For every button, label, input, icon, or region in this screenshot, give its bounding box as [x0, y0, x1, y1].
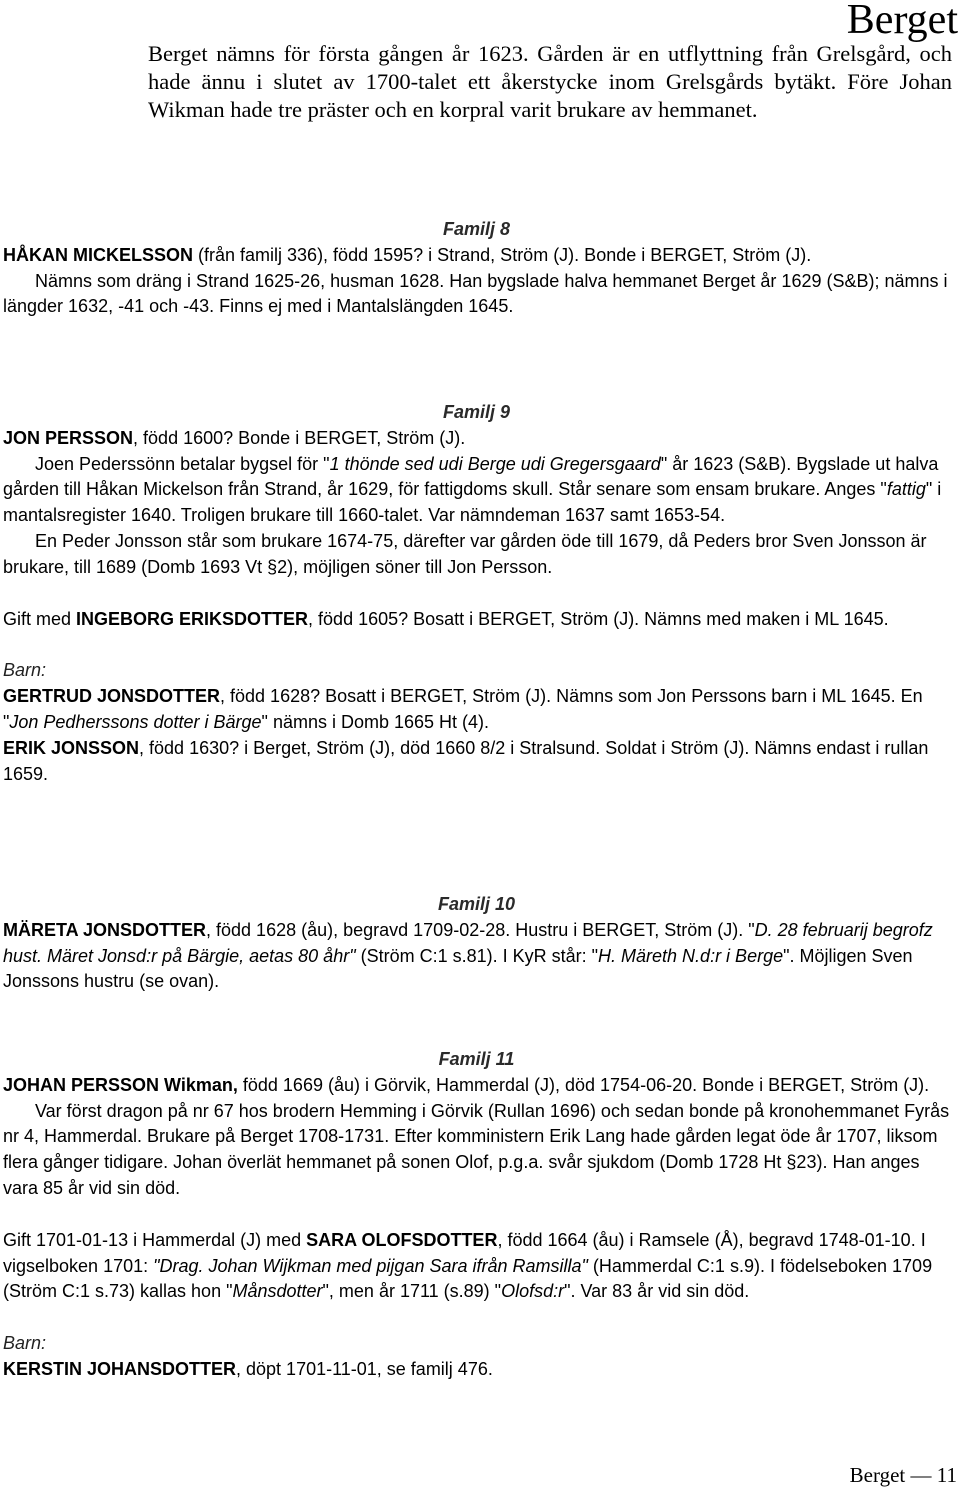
text-run: ". Var 83 år vid sin död. — [564, 1281, 750, 1302]
person-info: (från familj 336), född 1595? i Strand, Ström (J). Bonde i BERGET, Ström (J). — [193, 244, 812, 265]
quote-italic: fattig — [886, 479, 926, 500]
text-run: , född 1628? Bosatt i BERGET, Ström (J). Nämns som Jon Perssons barn i ML 1645. En " — [3, 686, 923, 732]
family-9-paragraph-2: En Peder Jonsson står som brukare 1674-75, därefter var gården öde till 1679, då Peders bror Sven Jonsson är brukare, till 1689 (Domb 1693 Vt §2), möjligen söner till Jon Persson. — [3, 530, 927, 577]
family-11-paragraph: Var först dragon på nr 67 hos brodern Hemming i Görvik (Rullan 1696) och sedan bonde på kronohemmanet Fyrås nr 4, Hammerdal. Brukare på Berget 1708-1731. Efter komministern Erik Lang hade gården legat öde år 1707, liksom flera gånger tidigare. Johan överlät hemmanet på sonen Olof, p.g.a. svår sjukdom (Domb 1728 Ht §23). Han anges vara 85 år vid sin död. — [3, 1100, 950, 1198]
family-9-head-person — [3, 426, 950, 452]
family-11-head-person — [3, 1073, 950, 1099]
text-run: " nämns i Domb 1665 Ht (4). — [261, 711, 490, 732]
text-run: , född 1628 (åu), begravd 1709-02-28. Hustru i BERGET, Ström (J). " — [206, 919, 755, 940]
family-8-heading: Familj 8 — [442, 219, 511, 239]
family-8-section — [3, 217, 950, 320]
child-name: KERSTIN JOHANSDOTTER — [3, 1358, 237, 1379]
text-run: " år 1623 (S&B). Bygslade ut halva gården till Håkan Mickelson från Strand, år 1629, för fattigdoms skull. Står senare som ensam brukare. Anges " — [3, 453, 939, 500]
text-run: Gift 1701-01-13 i Hammerdal (J) med — [3, 1229, 307, 1250]
text-run: , född 1630? i Berget, Ström (J), död 1660 8/2 i Stralsund. Soldat i Ström (J). Nämns endast i rullan 1659. — [3, 737, 929, 784]
family-11-heading: Familj 11 — [438, 1049, 515, 1069]
text-run: " i mantalsregister 1640. Troligen brukare till 1660-talet. Var nämndeman 1637 samt 1653-54. — [3, 479, 942, 526]
text-run: (Hammerdal C:1 s.9). I födelseboken 1709 (Ström C:1 s.73) kallas hon " — [3, 1255, 933, 1302]
person-name: HÅKAN MICKELSSON — [3, 244, 194, 265]
child-name: ERIK JONSSON — [3, 737, 140, 758]
family-10-section — [3, 892, 950, 995]
spouse-name: INGEBORG ERIKSDOTTER — [76, 608, 309, 629]
text-run: , född 1664 (åu) i Ramsele (Å), begravd 1748-01-10. I vigselboken 1701: — [3, 1229, 926, 1276]
person-name: JON PERSSON — [3, 427, 134, 448]
quote-italic: "Drag. Johan Wijkman med pijgan Sara ifrån Ramsilla" — [153, 1255, 588, 1276]
children-label: Barn: — [3, 1333, 47, 1354]
text-run: ". Möjligen Sven Jonssons hustru (se ovan). — [3, 945, 913, 992]
children-label: Barn: — [3, 660, 47, 681]
quote-italic: Olofsd:r — [501, 1281, 565, 1302]
person-info: , född 1600? Bonde i BERGET, Ström (J). — [133, 427, 466, 448]
quote-italic: D. 28 februarij begrofz hust. Märet Jonsd:r på Bärgie, aetas 80 åhr" — [3, 919, 933, 966]
family-8-head-person — [3, 243, 950, 269]
text-run: född 1669 (åu) i Görvik, Hammerdal (J), död 1754-06-20. Bonde i BERGET, Ström (J). — [237, 1074, 930, 1095]
family-11-section — [3, 1047, 950, 1383]
text-run: Gift med — [3, 608, 77, 629]
intro-paragraph: Berget nämns för första gången år 1623. Gården är en utflyttning från Grelsgård, och hade ännu i slutet av 1700-talet ett åkerstycke inom Grelsgårds bytäkt. Före Johan Wikman hade tre präster och en korpral varit brukare av hemmanet. — [148, 41, 952, 122]
child-entry — [3, 1357, 950, 1383]
quote-italic: H. Märeth N.d:r i Berge — [598, 945, 784, 966]
text-run: , döpt 1701-11-01, se familj 476. — [236, 1358, 493, 1379]
family-11-marriage — [3, 1228, 950, 1305]
child-name: GERTRUD JONSDOTTER — [3, 686, 221, 707]
child-entry — [3, 684, 950, 736]
family-10-heading: Familj 10 — [437, 894, 516, 914]
person-name: JOHAN PERSSON Wikman, — [3, 1074, 238, 1095]
page-footer: Berget — 11 — [849, 1463, 957, 1487]
text-run: (Ström C:1 s.81). I KyR står: " — [355, 945, 599, 966]
text-run: ", men år 1711 (s.89) " — [322, 1281, 502, 1302]
person-name: MÄRETA JONSDOTTER — [3, 919, 207, 940]
quote-italic: Jon Pedherssons dotter i Bärge — [9, 711, 262, 732]
family-8-paragraph: Nämns som dräng i Strand 1625-26, husman 1628. Han bygslade halva hemmanet Berget år 1629 (S&B); nämns i längder 1632, -41 och -43. Finns ej med i Mantalslängden 1645. — [3, 270, 948, 317]
family-9-marriage — [3, 607, 950, 633]
page-title: Berget — [846, 0, 958, 43]
text-run: Joen Pederssönn betalar bygsel för " — [35, 453, 330, 474]
spouse-name: SARA OLOFSDOTTER — [306, 1229, 498, 1250]
quote-italic: 1 thönde sed udi Berge udi Gregersgaard — [329, 453, 661, 474]
quote-italic: Månsdotter — [232, 1281, 323, 1302]
child-entry — [3, 736, 950, 788]
family-9-paragraph-1 — [3, 452, 950, 529]
text-run: , född 1605? Bosatt i BERGET, Ström (J). Nämns med maken i ML 1645. — [308, 608, 889, 629]
family-9-section — [3, 400, 950, 787]
family-10-head-person — [3, 918, 950, 995]
family-9-heading: Familj 9 — [442, 402, 511, 422]
